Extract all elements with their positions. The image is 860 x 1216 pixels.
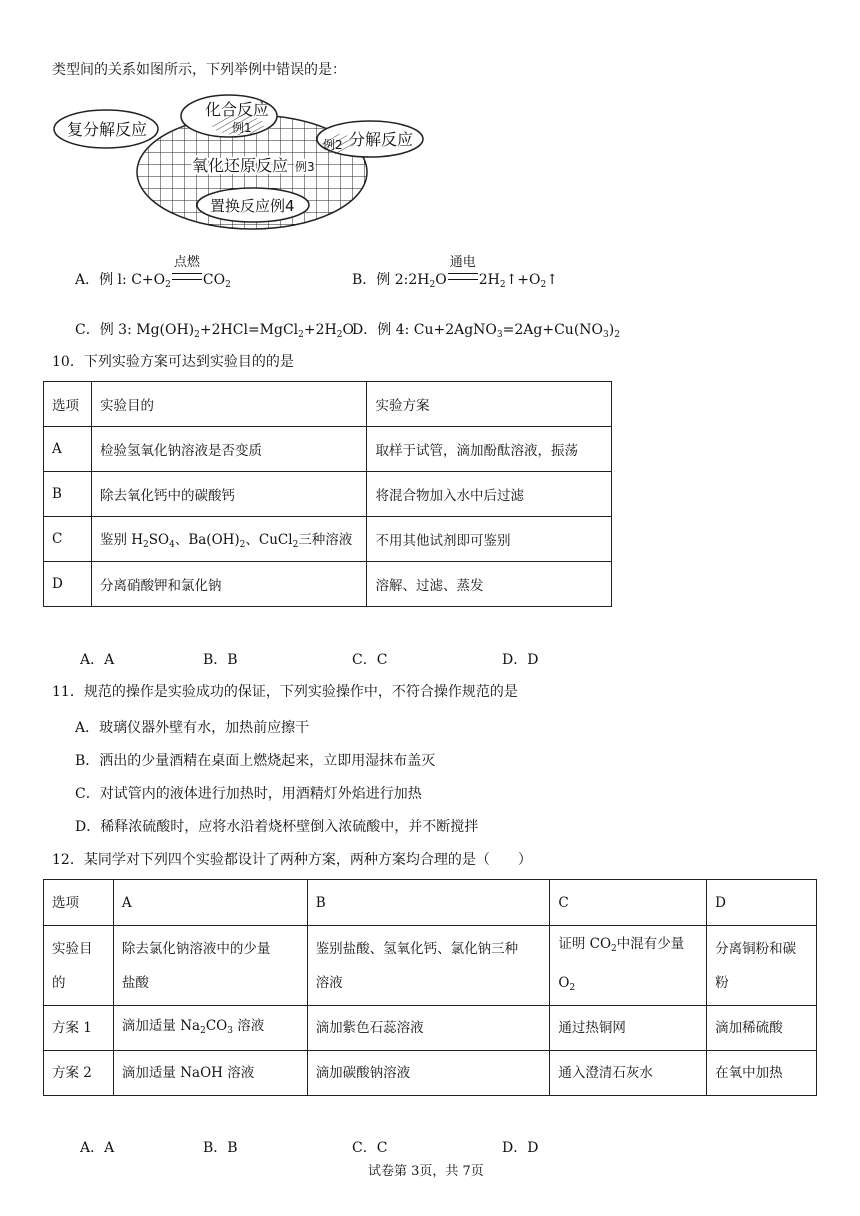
q10-answer-a: A．A: [80, 652, 115, 668]
table-row: 选项 A B C D: [44, 880, 817, 926]
q10-table: [43, 381, 612, 607]
q9-option-b: B．例 $2:2H_2O$ 通电 $2H_2↑+O_2↑$: [352, 255, 558, 290]
page-footer: 试卷第 3页，共 7页: [368, 1164, 484, 1179]
q9-option-c: C．例 3: $Mg(OH)_2+2HCl=MgCl_2+2H_2O$: [75, 322, 354, 340]
reaction-type-diagram: [52, 92, 452, 232]
q12-answer-c: C．C: [352, 1140, 388, 1156]
q11-stem: 11．规范的操作是实验成功的保证，下列实验操作中，不符合操作规范的是: [52, 684, 518, 700]
table-row: 方案 2 滴加适量 NaOH 溶液 滴加碳酸钠溶液 通入澄清石灰水 在氧中加热: [44, 1051, 817, 1096]
q11-option-c: C．对试管内的液体进行加热时，用酒精灯外焰进行加热: [75, 786, 422, 802]
table-row: [44, 382, 612, 427]
q12-answer-d: D．D: [502, 1140, 539, 1156]
q11-option-b: B．洒出的少量酒精在桌面上燃烧起来，立即用湿抹布盖灭: [75, 753, 436, 769]
q9-intro: 类型间的关系如图所示，下列举例中错误的是：: [52, 62, 346, 78]
label-example3: 例3: [295, 160, 315, 174]
table-row: C 鉴别 $H_2SO_4$、$Ba(OH)_2$、CuCl$_2$三种溶液 不用其他试剂即可鉴别: [44, 517, 612, 562]
label-redox: 氧化还原反应: [192, 156, 289, 175]
q9-option-d: D．例 4: $Cu+2AgNO_3=2Ag+Cu(NO_3)_2$: [352, 322, 620, 340]
q12-stem: 12．某同学对下列四个实验都设计了两种方案，两种方案均合理的是（ ）: [52, 852, 532, 868]
header-goal: 实验目的: [91, 382, 367, 427]
label-example1: 例1: [232, 121, 252, 135]
label-example2: 例2: [323, 138, 343, 152]
label-double-decomposition: 复分解反应: [67, 120, 148, 139]
q9-option-a: A．例 l: $C+O_2$ 点燃 $CO_2$: [75, 255, 231, 290]
label-displacement: 置换反应例4: [210, 197, 295, 215]
q11-option-d: D．稀释浓硫酸时，应将水沿着烧杯壁倒入浓硫酸中，并不断搅拌: [75, 819, 479, 835]
table-row: B 除去氧化钙中的碳酸钙 将混合物加入水中后过滤: [44, 472, 612, 517]
q12-table: [43, 879, 817, 1096]
table-row: 方案 1 滴加适量 $Na_2CO_3$ 溶液 滴加紫色石蕊溶液 通过热铜网 滴加稀硫酸: [44, 1006, 817, 1051]
q10-answer-b: B．B: [203, 652, 238, 668]
table-row: D 分离硝酸钾和氯化钠 溶解、过滤、蒸发: [44, 562, 612, 607]
q10-answer-c: C．C: [352, 652, 388, 668]
q12-answer-a: A．A: [80, 1140, 115, 1156]
q12-answer-b: B．B: [203, 1140, 238, 1156]
label-decomposition: 分解反应: [349, 130, 414, 149]
table-row: A 检验氢氧化钠溶液是否变质 取样于试管，滴加酚酞溶液，振荡: [44, 427, 612, 472]
q11-option-a: A．玻璃仪器外壁有水，加热前应擦干: [75, 720, 310, 736]
table-row: 实验目 的 除去氯化钠溶液中的少量 盐酸 鉴别盐酸、氢氧化钙、氯化钠三种 溶液 证明 $CO_2$中混有少量 $O_2$ 分离铜粉和碳 粉: [44, 926, 817, 1006]
q10-answer-d: D．D: [502, 652, 539, 668]
q10-stem: 10．下列实验方案可达到实验目的的是: [52, 354, 294, 370]
header-option: 选项: [44, 382, 92, 427]
label-combination: 化合反应: [205, 100, 270, 119]
header-plan: 实验方案: [367, 382, 612, 427]
